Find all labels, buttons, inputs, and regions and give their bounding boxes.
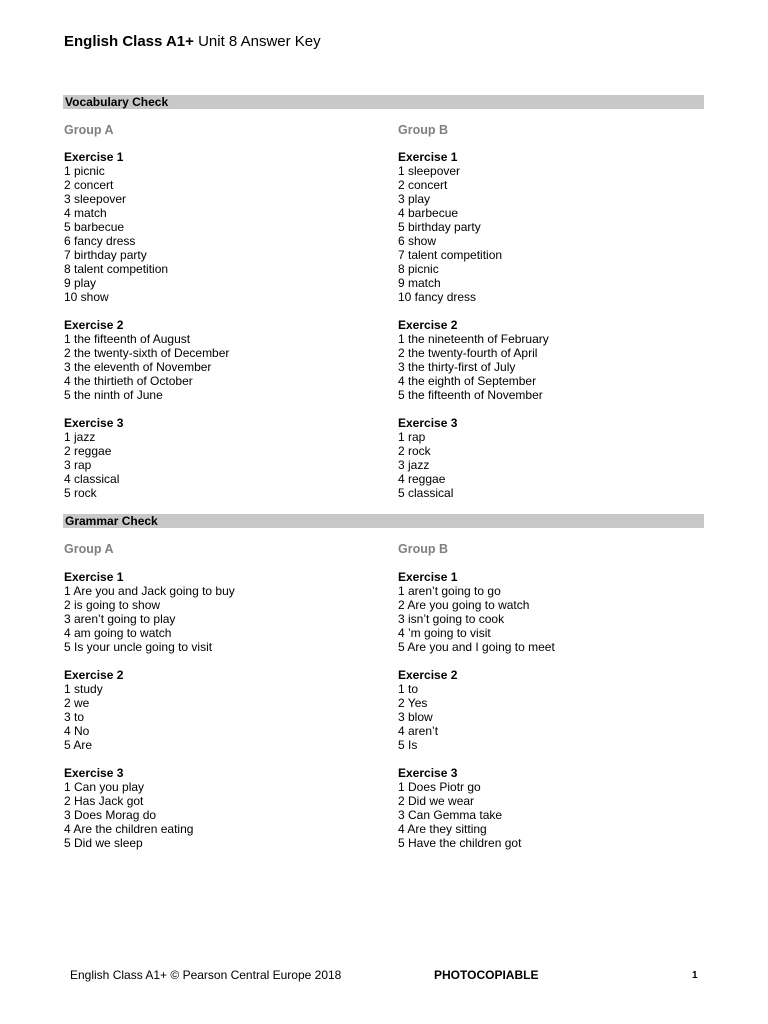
answer-item: 6 show <box>398 234 437 248</box>
exercise-block <box>64 668 123 752</box>
answer-item: 1 Are you and Jack going to buy <box>64 584 235 598</box>
grammar-section-header: Grammar Check <box>63 514 704 528</box>
answer-item: 5 Did we sleep <box>64 836 143 850</box>
footer-copyright: English Class A1+ © Pearson Central Europe 2018 <box>70 968 342 982</box>
answer-item: 5 the ninth of June <box>64 388 163 402</box>
answer-item: 9 play <box>64 276 97 290</box>
answer-item: 5 Is your uncle going to visit <box>64 640 213 654</box>
answer-item: 3 jazz <box>398 458 430 472</box>
grammar-group-a-label: Group A <box>64 542 114 556</box>
answer-item: 4 Are the children eating <box>64 822 194 836</box>
answer-item: 2 reggae <box>64 444 112 458</box>
answer-item: 1 the nineteenth of February <box>398 332 549 346</box>
exercise-title: Exercise 2 <box>64 318 124 332</box>
exercise-block <box>398 318 549 402</box>
answer-item: 1 aren’t going to go <box>398 584 501 598</box>
answer-item: 4 classical <box>64 472 120 486</box>
answer-item: 3 play <box>398 192 431 206</box>
answer-item: 3 sleepover <box>64 192 127 206</box>
answer-item: 5 Have the children got <box>398 836 522 850</box>
answer-item: 4 No <box>64 724 90 738</box>
answer-item: 2 rock <box>398 444 431 458</box>
answer-item: 5 classical <box>398 486 454 500</box>
answer-item: 3 aren’t going to play <box>64 612 176 626</box>
answer-item: 7 birthday party <box>64 248 147 262</box>
exercise-block <box>64 570 235 654</box>
answer-item: 5 Are <box>64 738 93 752</box>
answer-item: 2 Yes <box>398 696 428 710</box>
exercise-block <box>398 150 502 304</box>
answer-item: 2 the twenty-sixth of December <box>64 346 230 360</box>
answer-item: 9 match <box>398 276 441 290</box>
answer-item: 6 fancy dress <box>64 234 136 248</box>
answer-item: 4 aren’t <box>398 724 439 738</box>
page-number: 1 <box>692 970 698 981</box>
answer-item: 5 barbecue <box>64 220 125 234</box>
exercise-title: Exercise 2 <box>398 318 458 332</box>
answer-item: 3 Does Morag do <box>64 808 157 822</box>
exercise-block <box>64 150 168 304</box>
exercise-title: Exercise 1 <box>64 570 124 584</box>
footer-photocopiable: PHOTOCOPIABLE <box>434 968 539 982</box>
vocab-group-b-label: Group B <box>398 123 448 137</box>
exercise-block <box>398 766 521 850</box>
answer-item: 1 Can you play <box>64 780 145 794</box>
exercise-title: Exercise 1 <box>64 150 124 164</box>
answer-item: 4 reggae <box>398 472 446 486</box>
answer-item: 2 we <box>64 696 90 710</box>
page-title-bold: English Class A1+ <box>64 33 194 50</box>
answer-item: 3 Can Gemma take <box>398 808 503 822</box>
exercise-title: Exercise 2 <box>398 668 458 682</box>
answer-item: 3 rap <box>64 458 92 472</box>
answer-item: 10 show <box>64 290 109 304</box>
exercise-block <box>64 318 229 402</box>
answer-item: 3 blow <box>398 710 433 724</box>
answer-item: 5 Are you and I going to meet <box>398 640 555 654</box>
answer-item: 3 isn’t going to cook <box>398 612 505 626</box>
page-title-rest: Unit 8 Answer Key <box>193 33 321 50</box>
answer-item: 1 rap <box>398 430 426 444</box>
exercise-title: Exercise 3 <box>398 766 458 780</box>
answer-item: 3 the eleventh of November <box>64 360 212 374</box>
answer-item: 2 Are you going to watch <box>398 598 530 612</box>
answer-item: 4 the eighth of September <box>398 374 537 388</box>
answer-item: 5 the fifteenth of November <box>398 388 543 402</box>
answer-item: 1 sleepover <box>398 164 461 178</box>
exercise-block <box>398 668 457 752</box>
vocab-group-a-label: Group A <box>64 123 114 137</box>
grammar-group-b-label: Group B <box>398 542 448 556</box>
answer-item: 8 talent competition <box>64 262 169 276</box>
exercise-title: Exercise 2 <box>64 668 124 682</box>
answer-item: 7 talent competition <box>398 248 503 262</box>
answer-item: 5 birthday party <box>398 220 481 234</box>
exercise-title: Exercise 3 <box>64 766 124 780</box>
answer-item: 4 barbecue <box>398 206 459 220</box>
answer-item: 2 concert <box>64 178 114 192</box>
exercise-block <box>64 766 193 850</box>
answer-item: 8 picnic <box>398 262 439 276</box>
exercise-title: Exercise 3 <box>64 416 124 430</box>
answer-item: 1 study <box>64 682 103 696</box>
exercise-block <box>398 570 555 654</box>
page-title <box>64 33 321 50</box>
exercise-title: Exercise 1 <box>398 570 458 584</box>
answer-item: 5 Is <box>398 738 418 752</box>
answer-item: 3 to <box>64 710 85 724</box>
answer-item: 1 to <box>398 682 419 696</box>
answer-item: 2 Did we wear <box>398 794 475 808</box>
answer-item: 10 fancy dress <box>398 290 477 304</box>
answer-item: 2 the twenty-fourth of April <box>398 346 538 360</box>
answer-item: 3 the thirty-first of July <box>398 360 516 374</box>
exercise-title: Exercise 1 <box>398 150 458 164</box>
answer-item: 4 ’m going to visit <box>398 626 491 640</box>
answer-item: 1 jazz <box>64 430 96 444</box>
vocabulary-section-header: Vocabulary Check <box>63 95 704 109</box>
exercise-block <box>398 416 457 500</box>
answer-item: 4 am going to watch <box>64 626 172 640</box>
answer-item: 1 picnic <box>64 164 105 178</box>
exercise-block <box>64 416 123 500</box>
answer-item: 1 Does Piotr go <box>398 780 481 794</box>
answer-item: 4 Are they sitting <box>398 822 487 836</box>
answer-item: 5 rock <box>64 486 97 500</box>
answer-item: 4 match <box>64 206 107 220</box>
answer-item: 2 is going to show <box>64 598 161 612</box>
answer-item: 1 the fifteenth of August <box>64 332 191 346</box>
answer-item: 4 the thirtieth of October <box>64 374 193 388</box>
answer-item: 2 Has Jack got <box>64 794 144 808</box>
exercise-title: Exercise 3 <box>398 416 458 430</box>
answer-item: 2 concert <box>398 178 448 192</box>
